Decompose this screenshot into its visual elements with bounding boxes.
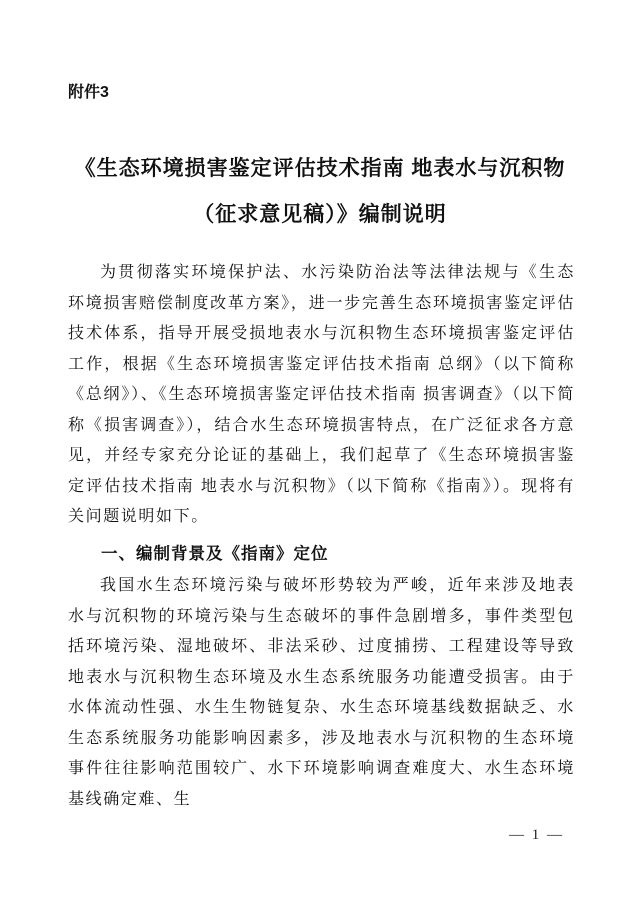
intro-paragraph: 为贯彻落实环境保护法、水污染防治法等法律法规与《生态环境损害赔偿制度改革方案》，进一步完善生态环境损害鉴定评估技术体系，指导开展受损地表水与沉积物生态环境损害鉴定评估工作，根据《生态环境损害鉴定评估技术指南 总纲》（以下简称《总纲》）、《生态环境损害鉴定评估技术指南 损害调查》（以下简称《损害调查》），结合水生态环境损害特点，在广泛征求各方意见，并经专家充分论证的基础上，我们起草了《生态环境损害鉴定评估技术指南 地表水与沉积物》（以下简称《指南》）。现将有关问题说明如下。 bbox=[68, 264, 575, 525]
document-body bbox=[68, 258, 575, 815]
section-1-heading: 一、编制背景及《指南》定位 bbox=[101, 544, 329, 563]
document-title-line-2: （征求意见稿）》编制说明 bbox=[193, 203, 447, 226]
attachment-label: 附件3 bbox=[68, 84, 109, 101]
document-title-line-1: 《生态环境损害鉴定评估技术指南 地表水与沉积物 bbox=[74, 157, 566, 180]
section-1-paragraph: 我国水生态环境污染与破坏形势较为严峻，近年来涉及地表水与沉积物的环境污染与生态破坏的事件急剧增多，事件类型包括环境污染、湿地破坏、非法采砂、过度捕捞、工程建设等导致地表水与沉积物生态环境及水生态系统服务功能遭受损害。由于水体流动性强、水生生物链复杂、水生态环境基线数据缺乏、水生态系统服务功能影响因素多，涉及地表水与沉积物的生态环境事件往往影响范围较广、水下环境影响调查难度大、水生态环境基线确定难、生 bbox=[68, 577, 575, 808]
document-title bbox=[40, 146, 600, 238]
page-number: — 1 — bbox=[509, 827, 564, 843]
